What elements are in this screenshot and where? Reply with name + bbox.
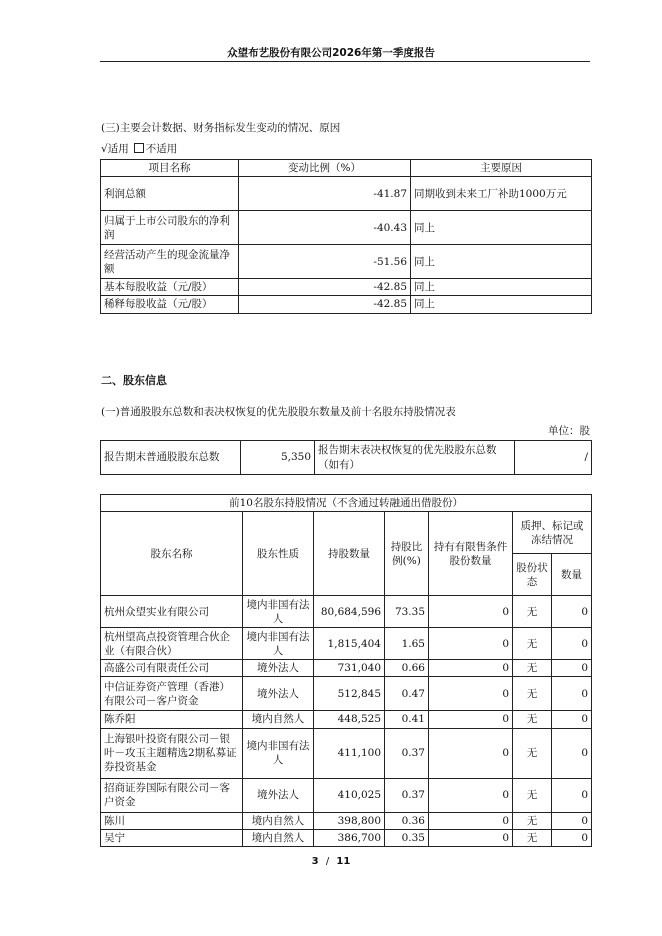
col-pledge-quantity: 数量 bbox=[552, 554, 592, 596]
holder-name: 吴宁 bbox=[101, 829, 243, 846]
table-row bbox=[101, 177, 592, 211]
share-quantity: 512,845 bbox=[314, 677, 385, 711]
table-row bbox=[101, 628, 592, 660]
item-name: 经营活动产生的现金流量净额 bbox=[101, 245, 239, 279]
restricted-shares: 0 bbox=[429, 677, 513, 711]
pledge-quantity: 0 bbox=[552, 711, 592, 728]
top10-caption: 前10名股东持股情况（不含通过转融通出借股份） bbox=[101, 495, 592, 512]
holder-nature: 境内非国有法人 bbox=[243, 596, 314, 628]
preferred-holders-label: 报告期末表决权恢复的优先股股东总数（如有） bbox=[315, 441, 515, 475]
col-share-quantity: 持股数量 bbox=[314, 512, 385, 596]
share-ratio: 0.37 bbox=[385, 778, 429, 812]
shareholder-summary-table bbox=[100, 440, 592, 475]
share-ratio: 0.41 bbox=[385, 711, 429, 728]
share-quantity: 398,800 bbox=[314, 812, 385, 829]
col-pledge-status: 股份状态 bbox=[513, 554, 552, 596]
table-row bbox=[101, 296, 592, 313]
top10-header-row bbox=[101, 512, 592, 554]
restricted-shares: 0 bbox=[429, 812, 513, 829]
pledge-quantity: 0 bbox=[552, 660, 592, 677]
applicable-indicator bbox=[101, 142, 177, 156]
table-row bbox=[101, 211, 592, 245]
share-quantity: 410,025 bbox=[314, 778, 385, 812]
share-ratio: 0.37 bbox=[385, 728, 429, 778]
section-shareholder-title: 二、股东信息 bbox=[101, 374, 167, 387]
item-name: 稀释每股收益（元/股） bbox=[101, 296, 239, 313]
restricted-shares: 0 bbox=[429, 628, 513, 660]
pledge-quantity: 0 bbox=[552, 628, 592, 660]
unit-label: 单位：股 bbox=[548, 425, 590, 437]
holder-name: 中信证券资产管理（香港）有限公司－客户资金 bbox=[101, 677, 243, 711]
share-quantity: 448,525 bbox=[314, 711, 385, 728]
holder-name: 招商证券国际有限公司－客户资金 bbox=[101, 778, 243, 812]
share-quantity: 731,040 bbox=[314, 660, 385, 677]
col-main-reason: 主要原因 bbox=[411, 160, 592, 177]
table-row bbox=[101, 596, 592, 628]
main-reason: 同上 bbox=[411, 211, 592, 245]
share-ratio: 73.35 bbox=[385, 596, 429, 628]
header-rule bbox=[100, 61, 590, 62]
pledge-quantity: 0 bbox=[552, 829, 592, 846]
share-ratio: 0.35 bbox=[385, 829, 429, 846]
holder-nature: 境外法人 bbox=[243, 660, 314, 677]
pledge-status: 无 bbox=[513, 596, 552, 628]
share-ratio: 0.36 bbox=[385, 812, 429, 829]
pledge-status: 无 bbox=[513, 628, 552, 660]
holder-name: 高盛公司有限责任公司 bbox=[101, 660, 243, 677]
holder-nature: 境内自然人 bbox=[243, 829, 314, 846]
restricted-shares: 0 bbox=[429, 596, 513, 628]
main-reason: 同上 bbox=[411, 245, 592, 279]
summary-row bbox=[101, 441, 592, 475]
holder-name: 杭州望高点投资管理合伙企业（有限合伙） bbox=[101, 628, 243, 660]
holder-nature: 境外法人 bbox=[243, 778, 314, 812]
share-quantity: 1,815,404 bbox=[314, 628, 385, 660]
holder-name: 上海银叶投资有限公司－银叶－攻玉主题精选2期私募证券投资基金 bbox=[101, 728, 243, 778]
common-holders-label: 报告期末普通股股东总数 bbox=[101, 441, 241, 475]
col-holder-name: 股东名称 bbox=[101, 512, 243, 596]
col-holder-nature: 股东性质 bbox=[243, 512, 314, 596]
main-reason: 同上 bbox=[411, 279, 592, 296]
restricted-shares: 0 bbox=[429, 778, 513, 812]
share-ratio: 0.66 bbox=[385, 660, 429, 677]
pledge-status: 无 bbox=[513, 711, 552, 728]
table-row bbox=[101, 711, 592, 728]
pledge-status: 无 bbox=[513, 728, 552, 778]
change-ratio: -42.85 bbox=[239, 279, 411, 296]
change-ratio: -40.43 bbox=[239, 211, 411, 245]
main-reason: 同上 bbox=[411, 296, 592, 313]
not-applicable-label: 不适用 bbox=[145, 143, 178, 155]
holder-nature: 境内自然人 bbox=[243, 812, 314, 829]
col-item-name: 项目名称 bbox=[101, 160, 239, 177]
shareholder-subtitle: (一)普通股股东总数和表决权恢复的优先股股东数量及前十名股东持股情况表 bbox=[101, 406, 456, 418]
share-quantity: 411,100 bbox=[314, 728, 385, 778]
table-row bbox=[101, 245, 592, 279]
restricted-shares: 0 bbox=[429, 711, 513, 728]
report-header-title: 众望布艺股份有限公司2026年第一季度报告 bbox=[227, 47, 435, 59]
restricted-shares: 0 bbox=[429, 829, 513, 846]
restricted-shares: 0 bbox=[429, 728, 513, 778]
page-separator: / bbox=[325, 856, 330, 867]
item-name: 利润总额 bbox=[101, 177, 239, 211]
pledge-quantity: 0 bbox=[552, 677, 592, 711]
share-ratio: 0.47 bbox=[385, 677, 429, 711]
page-footer bbox=[0, 855, 662, 869]
col-change-ratio: 变动比例（%） bbox=[239, 160, 411, 177]
pledge-status: 无 bbox=[513, 812, 552, 829]
page-number: 3 bbox=[311, 856, 319, 867]
holder-name: 杭州众望实业有限公司 bbox=[101, 596, 243, 628]
pledge-quantity: 0 bbox=[552, 812, 592, 829]
pledge-quantity: 0 bbox=[552, 728, 592, 778]
section-change-title: (三)主要会计数据、财务指标发生变动的情况、原因 bbox=[101, 122, 341, 134]
table-row bbox=[101, 812, 592, 829]
common-holders-value: 5,350 bbox=[241, 441, 315, 475]
table-row bbox=[101, 778, 592, 812]
table-row bbox=[101, 279, 592, 296]
holder-nature: 境内非国有法人 bbox=[243, 728, 314, 778]
col-pledge-group: 质押、标记或冻结情况 bbox=[513, 512, 592, 554]
pledge-quantity: 0 bbox=[552, 778, 592, 812]
item-name: 归属于上市公司股东的净利润 bbox=[101, 211, 239, 245]
change-table-header bbox=[101, 160, 592, 177]
table-row bbox=[101, 660, 592, 677]
pledge-status: 无 bbox=[513, 677, 552, 711]
preferred-holders-value: / bbox=[515, 441, 592, 475]
restricted-shares: 0 bbox=[429, 660, 513, 677]
col-share-ratio: 持股比例(%) bbox=[385, 512, 429, 596]
change-ratio: -41.87 bbox=[239, 177, 411, 211]
holder-name: 陈乔阳 bbox=[101, 711, 243, 728]
holder-nature: 境内非国有法人 bbox=[243, 628, 314, 660]
top10-shareholders-table bbox=[100, 494, 592, 847]
table-row bbox=[101, 829, 592, 846]
main-reason: 同期收到未来工厂补助1000万元 bbox=[411, 177, 592, 211]
checkbox-icon bbox=[134, 143, 144, 153]
table-row bbox=[101, 728, 592, 778]
col-restricted-shares: 持有有限售条件股份数量 bbox=[429, 512, 513, 596]
change-ratio: -42.85 bbox=[239, 296, 411, 313]
pledge-status: 无 bbox=[513, 660, 552, 677]
share-ratio: 1.65 bbox=[385, 628, 429, 660]
top10-caption-row bbox=[101, 495, 592, 512]
applicable-label: √适用 bbox=[101, 143, 129, 155]
change-table bbox=[100, 159, 592, 314]
share-quantity: 80,684,596 bbox=[314, 596, 385, 628]
item-name: 基本每股收益（元/股） bbox=[101, 279, 239, 296]
table-row bbox=[101, 677, 592, 711]
pledge-quantity: 0 bbox=[552, 596, 592, 628]
share-quantity: 386,700 bbox=[314, 829, 385, 846]
page-total: 11 bbox=[336, 856, 351, 867]
change-ratio: -51.56 bbox=[239, 245, 411, 279]
holder-nature: 境内自然人 bbox=[243, 711, 314, 728]
pledge-status: 无 bbox=[513, 778, 552, 812]
pledge-status: 无 bbox=[513, 829, 552, 846]
holder-nature: 境外法人 bbox=[243, 677, 314, 711]
holder-name: 陈川 bbox=[101, 812, 243, 829]
